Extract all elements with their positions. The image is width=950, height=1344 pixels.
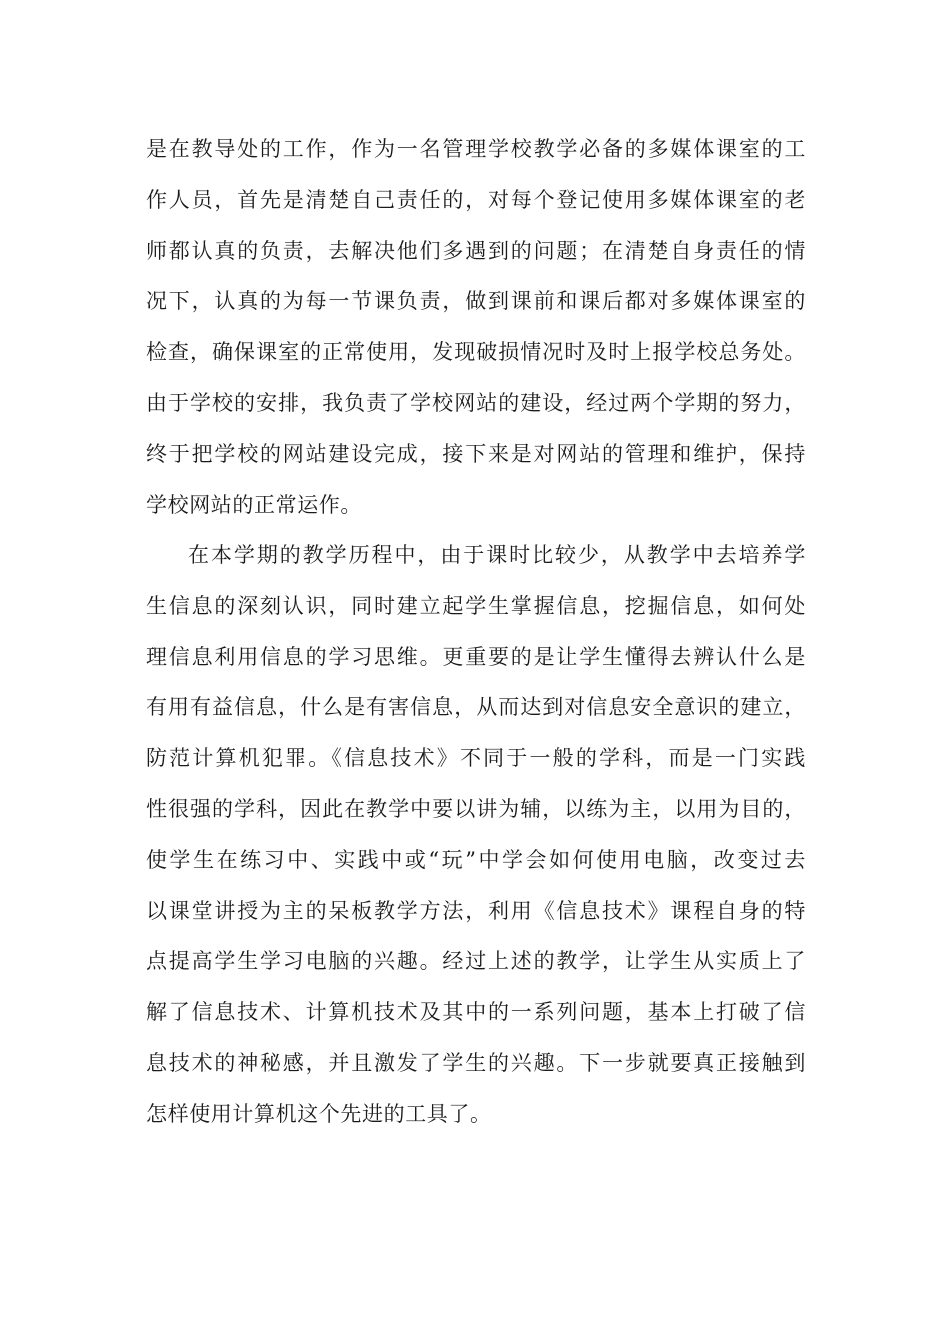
paragraph-line: 在本学期的教学历程中，由于课时比较少，从教学中去培养学 [188,543,806,567]
paragraph-line: 生信息的深刻认识，同时建立起学生掌握信息，挖掘信息，如何处 [146,593,806,618]
paragraph-line: 师都认真的负责，去解决他们多遇到的问题；在清楚自身责任的情 [146,238,806,263]
paragraph-line: 况下，认真的为每一节课负责，做到课前和课后都对多媒体课室的 [146,289,806,314]
paragraph-line: 使学生在练习中、实践中或“玩”中学会如何使用电脑，改变过去 [146,847,806,872]
paragraph-line: 检查，确保课室的正常使用，发现破损情况时及时上报学校总务处。 [146,340,806,365]
paragraph-line: 作人员，首先是清楚自己责任的，对每个登记使用多媒体课室的老 [146,187,806,212]
paragraph-line: 怎样使用计算机这个先进的工具了。 [146,1101,492,1126]
paragraph-line: 防范计算机犯罪。《信息技术》不同于一般的学科，而是一门实践 [146,746,806,771]
paragraph-2 [146,530,806,1140]
paragraph-line: 由于学校的安排，我负责了学校网站的建设，经过两个学期的努力， [146,390,806,415]
paragraph-line: 学校网站的正常运作。 [146,492,362,517]
paragraph-line: 点提高学生学习电脑的兴趣。经过上述的教学，让学生从实质上了 [146,949,806,974]
paragraph-line: 理信息利用信息的学习思维。更重要的是让学生懂得去辨认什么是 [146,644,806,669]
paragraph-line: 息技术的神秘感，并且激发了学生的兴趣。下一步就要真正接触到 [146,1050,806,1075]
paragraph-line: 终于把学校的网站建设完成，接下来是对网站的管理和维护，保持 [146,441,806,466]
paragraph-line: 是在教导处的工作，作为一名管理学校教学必备的多媒体课室的工 [146,137,806,161]
paragraph-line: 以课堂讲授为主的呆板教学方法，利用《信息技术》课程自身的特 [146,898,806,923]
paragraph-line: 有用有益信息，什么是有害信息，从而达到对信息安全意识的建立， [146,695,806,720]
paragraph-line: 解了信息技术、计算机技术及其中的一系列问题，基本上打破了信 [146,1000,806,1025]
paragraph-line: 性很强的学科，因此在教学中要以讲为辅，以练为主，以用为目的， [146,796,806,821]
paragraph-1 [146,124,806,530]
